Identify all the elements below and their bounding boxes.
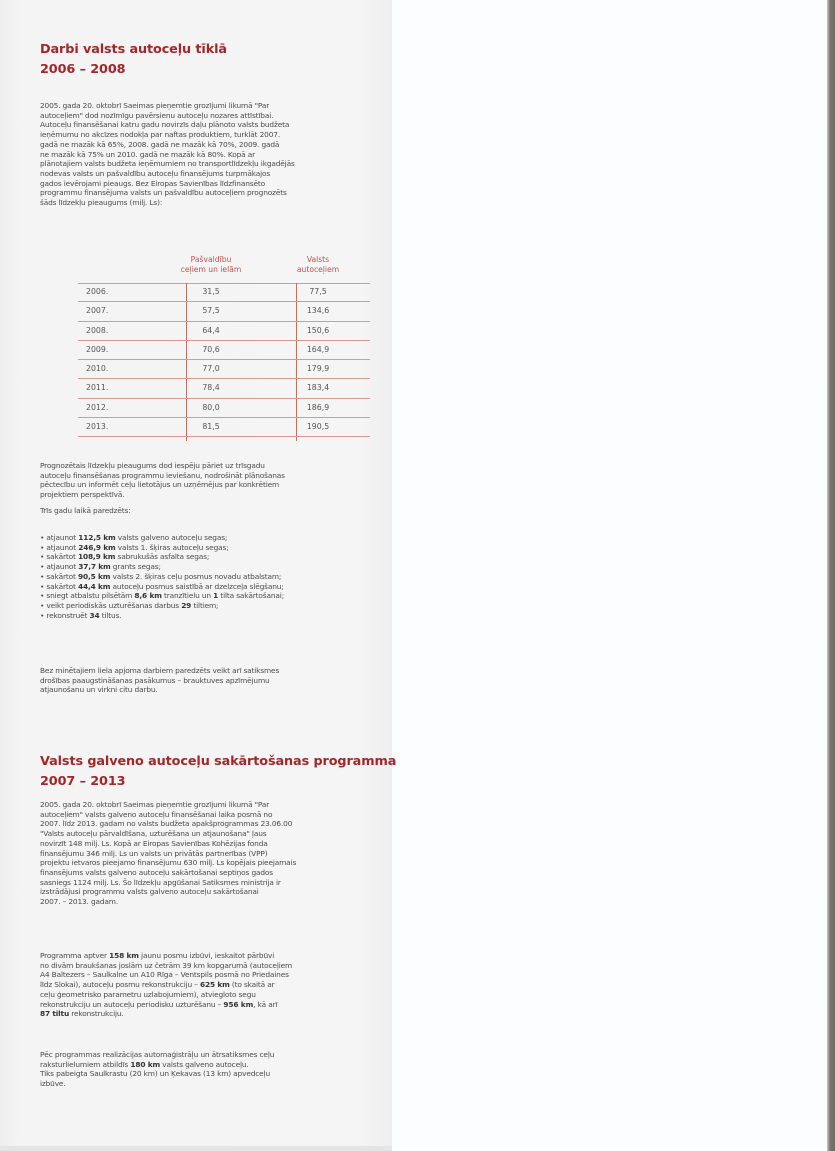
text-line: sasniegs 1124 milj. Ls. Šo līdzekļu apgūšanai Satiksmes ministrija ir [40,877,281,887]
table-row [78,341,370,360]
bullet-item [40,611,375,621]
bullet-amount: 29 [181,600,192,610]
program-paragraph [40,951,375,1019]
text-line: autoceļiem" dod nozīmīgu pavērsienu autoceļu nozares attīstībai. [40,110,274,120]
text-line [40,1079,375,1089]
col-header-municipal [156,255,266,274]
bullet-text: valsts 1. šķiras autoceļu segas; [115,542,229,552]
row-municipal-value: 70,6 [202,344,220,354]
bullet-item [40,601,375,611]
row-state-value: 164,9 [306,344,330,354]
section1-title: Darbi valsts autoceļu tīklā [40,42,227,57]
table-row [78,322,370,341]
text-line: programmu finansējuma valsts un pašvaldību autoceļiem prognozēts [40,188,287,198]
text-line: nodevas valsts un pašvaldību autoceļu finansējums turpmākajos [40,168,271,178]
bullet-item [40,562,375,572]
bullet-text: • atjaunot [40,562,79,572]
funding-table [78,255,370,437]
text-line [40,970,375,980]
section1-intro [40,101,375,208]
bullet-amount: 8,6 km [134,591,162,601]
bullet-item [40,543,375,553]
row-state-value: 150,6 [306,325,330,335]
section2-years: 2007 – 2013 [40,774,126,789]
bullet-text: tiltus. [99,610,122,620]
row-state-value: 179,9 [306,364,330,374]
text-line: Autoceļu finansēšanai katru gadu novirzīs daļu plānoto valsts budžeta [40,120,290,130]
bullet-text: • sakārtot [40,581,78,591]
text-line: autoceļu finansēšanas programmu ieviešanu, nodrošināt plānošanas [40,470,285,480]
row-municipal-value: 64,4 [202,325,220,335]
row-state-value: 77,5 [309,287,327,296]
text-line: gadā ne mazāk kā 65%, 2008. gadā ne mazāk kā 70%, 2009. gadā [40,139,280,149]
bullet-amount: 1 [213,591,219,601]
text-run: līdz Slokai), autoceļu posmu rekonstrukciju – [40,980,200,990]
row-year: 2012. [86,402,109,412]
row-year: 2013. [86,422,109,432]
bullet-text: grants segas; [110,562,161,572]
bullet-text: tilta sakārtošanai; [218,591,285,601]
text-line: finansējums valsts galveno autoceļu sakārtošanai septiņos gados [40,867,273,877]
bullet-text: autoceļu posmus saistībā ar dzelzceļa slēgšanu; [110,581,284,591]
text-line: ne mazāk kā 75% un 2010. gadā ne mazāk kā 80%. Kopā ar [40,149,255,159]
bullet-item [40,552,375,562]
scan-edge-shadow [827,0,835,1151]
text-line: projektu ietvaros pieejamo finansējumu 630 milj. Ls kopējais pieejamais [40,858,297,868]
bullet-text: • sniegt atbalstu pilsētām [40,591,135,601]
bullet-amount: 108,9 km [77,552,116,562]
highlight-figure: 87 tiltu [40,1009,70,1019]
text-line: ieņēmumu no akcīzes nodokļa par naftas produktiem, turklāt 2007. [40,130,281,140]
bullet-text: • veikt periodiskās uzturēšanas darbus [40,600,182,610]
table-row [78,302,370,321]
bullet-text: • rekonstruēt [40,610,90,620]
forecast-paragraph [40,461,375,500]
text-run: Pēc programmas realizācijas automaģistrāļu un ātrsatiksmes ceļu [40,1050,275,1059]
text-run: , kā arī [253,999,278,1009]
text-run: (to skaitā ar [229,980,275,990]
section2-intro [40,800,375,907]
bullet-amount: 90,5 km [77,571,111,581]
highlight-figure: 956 km [223,999,254,1009]
row-state-value: 134,6 [306,306,330,316]
bullet-item [40,582,375,592]
bullet-item [40,572,375,582]
section1-heading [40,40,227,80]
bullet-amount: 34 [89,610,100,620]
text-line [40,1060,375,1070]
bullet-text: valsts 2. šķiras ceļu posmus novadu atbalstam; [110,571,282,581]
row-state-value: 186,9 [306,402,330,412]
text-line [40,1050,375,1060]
highlight-figure: 625 km [199,980,230,990]
text-line: drošības paaugstināšanas pasākumus – brauktuves apzīmējumu [40,675,270,685]
table-row [78,283,370,302]
col-header-state-line2: autoceļiem [296,264,340,274]
text-line: pēctecību un informēt ceļu lietotājus un uzņēmējus par konkrētiem [40,480,280,490]
text-line: projektiem perspektīvā. [40,490,125,500]
result-paragraph [40,1050,375,1089]
text-line: "Valsts autoceļu pārvaldīšana, uzturēšana un atjaunošana" ļaus [40,829,267,839]
table-row [78,418,370,437]
row-municipal-value: 78,4 [202,383,220,393]
bullet-text: • atjaunot [40,542,79,552]
col-header-state [266,255,370,274]
bullet-item [40,591,375,601]
text-line: gados ievērojami pieaugs. Bez Eiropas Savienības līdzfinansēto [40,178,265,188]
bullet-text: tiltiem; [191,600,219,610]
section1-years: 2006 – 2008 [40,62,126,77]
col-header-municipal-line2: ceļiem un ielām [180,264,242,274]
text-line [40,951,375,961]
bullet-text: sabrukušās asfalta segas; [115,552,210,562]
text-run: raksturlielumiem atbildīs [40,1059,131,1069]
section2-title: Valsts galveno autoceļu sakārtošanas programma [40,754,397,769]
row-year: 2006. [86,287,109,296]
bullet-text: valsts galveno autoceļu segas; [115,533,228,542]
bullet-amount: 44,4 km [77,581,111,591]
text-line [40,1009,375,1019]
table-row [78,379,370,398]
text-line: finansējumu 346 milj. Ls un valsts un privātās partnerības (VPP) [40,848,268,858]
text-line: autoceļiem" valsts galveno autoceļu finansēšanai laika posmā no [40,809,273,819]
section1-closing [40,666,375,695]
row-municipal-value: 81,5 [202,422,220,432]
text-line: novirzīt 148 milj. Ls. Kopā ar Eiropas Savienības Kohēzijas fonda [40,838,268,848]
bullet-amount: 37,7 km [78,562,111,572]
text-run: no divām braukšanas joslām uz četrām 39 km kopgarumā (autoceļiem [40,960,293,970]
row-municipal-value: 80,0 [202,402,220,412]
bullet-text: • atjaunot [40,533,79,542]
text-run: rekonstrukciju un autoceļu periodisku uzturēšanu – [40,999,224,1009]
text-run: Programma aptver [40,951,110,960]
text-line: šāds līdzekļu pieaugums (milj. Ls): [40,198,163,208]
text-run: valsts galveno autoceļu. [160,1059,249,1069]
right-page-blank [392,0,827,1151]
bullet-item [40,533,375,543]
text-line: izstrādājusi programmu valsts galveno autoceļu sakārtošanai [40,887,259,897]
row-year: 2009. [86,344,109,354]
row-year: 2010. [86,364,109,374]
text-run: Tiks pabeigta Saulkrastu (20 km) un Ķekavas (13 km) apvedceļu [40,1069,271,1079]
row-municipal-value: 57,5 [202,306,220,316]
text-line: 2007. – 2013. gadam. [40,897,119,907]
bullet-text: • sakārtot [40,552,78,562]
col-header-state-line1: Valsts [306,255,330,264]
text-run: A4 Baltezers – Saulkalne un A10 Rīga – Ventspils posmā no Priedaines [40,970,289,980]
text-line: Bez minētajiem liela apjoma darbiem paredzēts veikt arī satiksmes [40,666,280,675]
text-line: plānotajiem valsts budžeta ieņēmumiem no transportlīdzekļu ikgadējās [40,159,295,169]
table-row [78,399,370,418]
row-state-value: 183,4 [306,383,330,393]
section2-heading [40,752,396,792]
bullet-amount: 112,5 km [78,533,116,542]
highlight-figure: 180 km [130,1059,161,1069]
text-line [40,990,375,1000]
row-municipal-value: 31,5 [202,287,220,296]
funding-table-header [78,255,370,283]
text-line [40,980,375,990]
plan-intro: Trīs gadu laikā paredzēts: [40,506,131,515]
row-municipal-value: 77,0 [202,364,220,374]
plan-bullet-list [40,533,375,620]
row-state-value: 190,5 [306,422,330,432]
text-line [40,961,375,971]
text-run: rekonstrukciju. [69,1009,124,1019]
bullet-text: tranzītielu un [161,591,214,601]
highlight-figure: 158 km [109,951,139,960]
scan-bottom-edge [0,1146,392,1151]
text-line [40,1069,375,1079]
row-year: 2008. [86,325,109,335]
table-row [78,360,370,379]
text-run: ceļu ģeometrisko parametru uzlabojumiem), atviegloto segu [40,989,256,999]
bullet-amount: 246,9 km [78,542,116,552]
bullet-text: • sakārtot [40,571,78,581]
row-year: 2007. [86,306,109,316]
col-header-municipal-line1: Pašvaldību [190,255,232,264]
text-line [40,1000,375,1010]
text-line: 2005. gada 20. oktobrī Saeimas pieņemtie grozījumi likumā "Par [40,101,270,110]
text-line: 2007. līdz 2013. gadam no valsts budžeta apakšprogrammas 23.06.00 [40,819,293,829]
text-line: atjaunošanu un virkni citu darbu. [40,685,158,695]
text-run: izbūve. [40,1079,66,1089]
text-line: 2005. gada 20. oktobrī Saeimas pieņemtie grozījumi likumā "Par [40,800,270,809]
row-year: 2011. [86,383,109,393]
text-line: Prognozētais līdzekļu pieaugums dod iespēju pāriet uz trīsgadu [40,461,265,470]
funding-table-body [78,283,370,437]
text-run: jaunu posmu izbūvi, ieskaitot pārbūvi [138,951,275,960]
